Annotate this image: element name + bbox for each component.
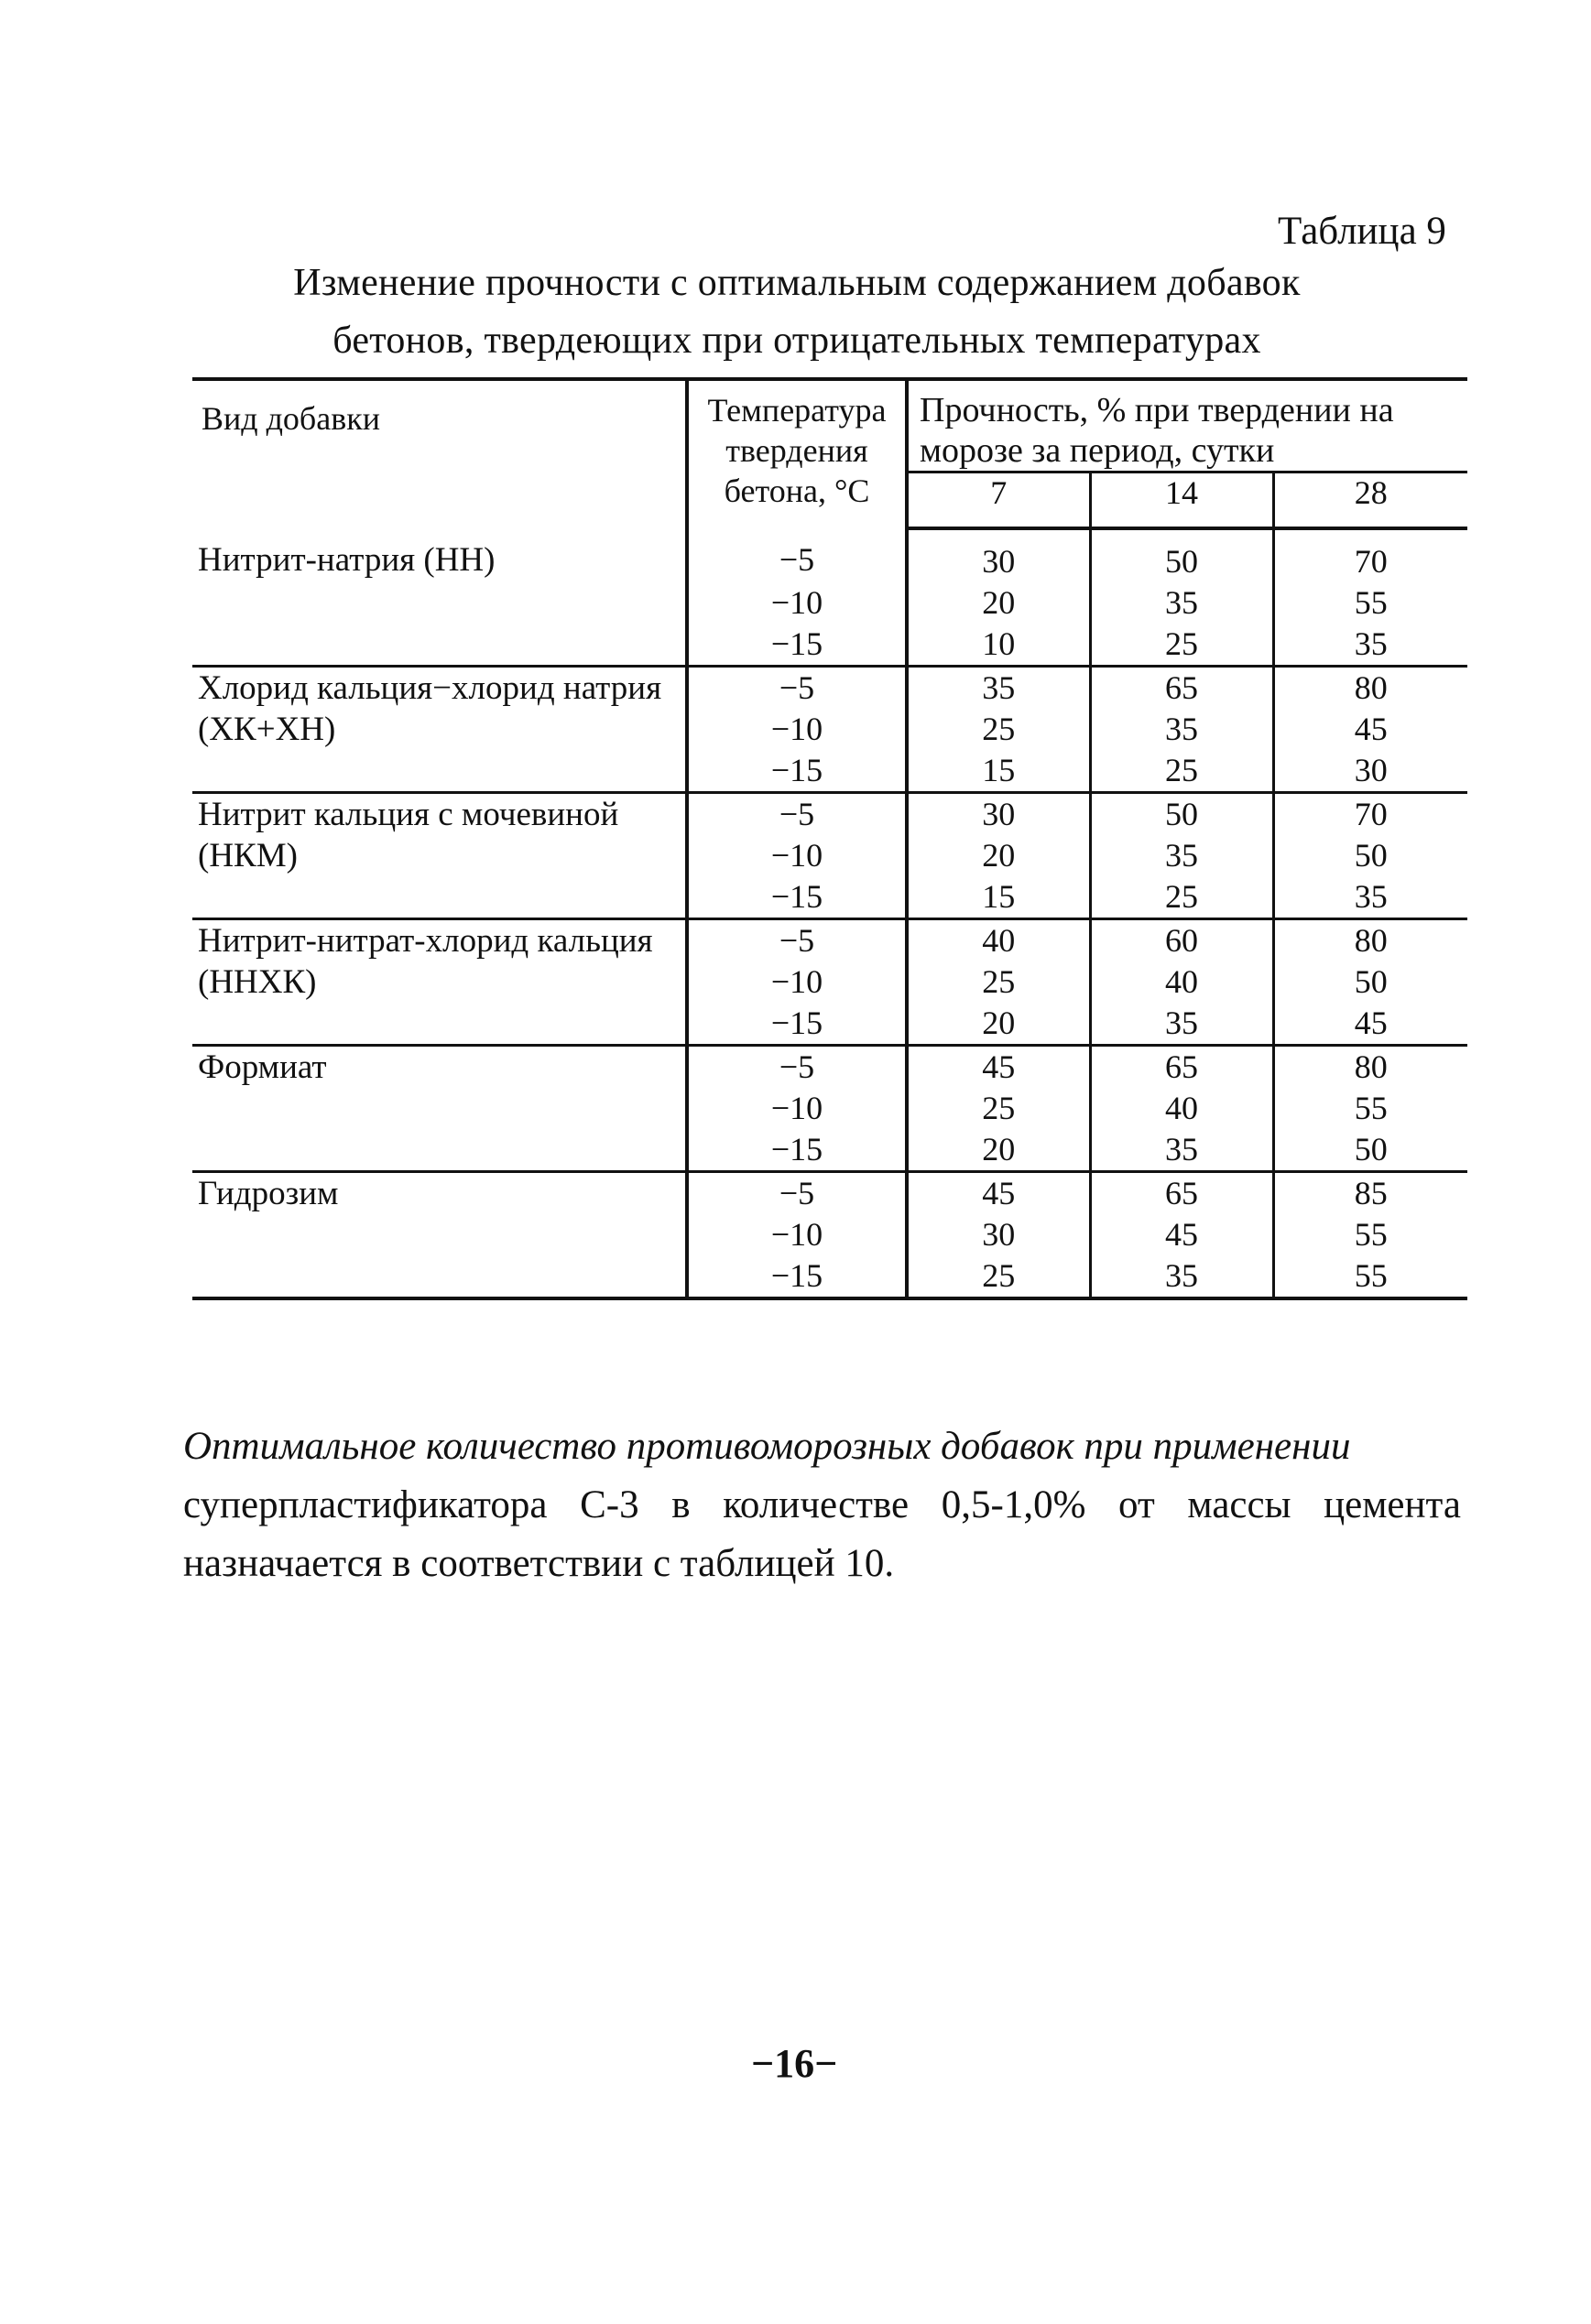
additive-name: Хлорид кальция−хлорид натрия xyxy=(192,667,687,710)
value-cell: 25 xyxy=(982,711,1016,747)
temperature-cell: −10 xyxy=(687,1214,907,1255)
temperature-cell: −15 xyxy=(687,1129,907,1172)
temperature-cell: −15 xyxy=(687,1255,907,1298)
value-cell: 35 xyxy=(1090,835,1273,876)
additive-name: Нитрит-нитрат-хлорид кальция xyxy=(192,919,687,962)
value-cell: 60 xyxy=(1090,919,1273,962)
paragraph-line-2 xyxy=(183,1476,1461,1535)
value-cell: 55 xyxy=(1354,1090,1388,1126)
paragraph-line-3: назначается в соответствии с таблицей 10. xyxy=(183,1542,895,1585)
page-number: −16− xyxy=(751,2041,838,2086)
table-row xyxy=(192,876,1467,919)
table-title-line-1: Изменение прочности с оптимальным содержанием добавок xyxy=(293,262,1301,304)
value-cell: 25 xyxy=(1090,750,1273,793)
table-row xyxy=(192,528,1467,582)
table-number: Таблица 9 xyxy=(1278,210,1446,253)
empty-cell xyxy=(192,750,687,793)
paragraph-text: Оптимальное количество противоморозных добавок при применении xyxy=(183,1425,1351,1468)
value-cell: 55 xyxy=(1354,1216,1388,1253)
value-cell: 50 xyxy=(1354,1131,1388,1167)
table-row xyxy=(192,1046,1467,1089)
value-cell: 50 xyxy=(1090,528,1273,582)
temperature-cell: −5 xyxy=(687,1172,907,1215)
additive-name: Нитрит кальция с мочевиной xyxy=(192,793,687,836)
empty-cell xyxy=(192,1129,687,1172)
temperature-cell: −5 xyxy=(687,667,907,710)
paragraph-word: суперпластификатора xyxy=(183,1483,548,1526)
value-cell: 35 xyxy=(907,667,1090,710)
temperature-cell: −5 xyxy=(687,528,907,582)
empty-cell xyxy=(192,1255,687,1298)
value-cell: 65 xyxy=(1090,1046,1273,1089)
value-cell: 80 xyxy=(1273,667,1467,710)
empty-cell xyxy=(192,876,687,919)
value-cell: 10 xyxy=(982,625,1016,662)
additive-name: Формиат xyxy=(192,1046,687,1089)
value-cell: 30 xyxy=(982,1216,1016,1253)
value-cell: 35 xyxy=(1090,709,1273,750)
table-row xyxy=(192,1003,1467,1046)
header-additive-type: Вид добавки xyxy=(192,379,687,528)
value-cell: 55 xyxy=(1354,584,1388,621)
table-row xyxy=(192,793,1467,836)
value-cell: 35 xyxy=(1354,878,1388,915)
additive-group-nkm xyxy=(192,793,1467,919)
paragraph-word: цемента xyxy=(1324,1483,1461,1526)
value-cell: 45 xyxy=(1354,711,1388,747)
value-cell: 20 xyxy=(982,1005,1016,1041)
additive-name-cont xyxy=(192,1214,687,1255)
strength-table xyxy=(192,377,1467,1300)
value-cell: 35 xyxy=(1354,625,1388,662)
paragraph-line-1 xyxy=(183,1417,1461,1476)
table-row xyxy=(192,1255,1467,1298)
paragraph-word: С-3 xyxy=(580,1483,639,1526)
header-day-28: 28 xyxy=(1273,472,1467,529)
table-row xyxy=(192,1214,1467,1255)
temperature-cell: −10 xyxy=(687,1088,907,1129)
value-cell: 25 xyxy=(907,1255,1090,1298)
value-cell: 45 xyxy=(907,1172,1090,1215)
additive-group-gidrozim xyxy=(192,1172,1467,1299)
empty-cell xyxy=(192,1003,687,1046)
header-strength: Прочность, % при твердении на морозе за период, сутки xyxy=(907,379,1467,472)
value-cell: 65 xyxy=(1090,1172,1273,1215)
additive-name-cont: (НКМ) xyxy=(198,837,298,874)
additive-name: Гидрозим xyxy=(192,1172,687,1215)
temperature-cell: −10 xyxy=(687,709,907,750)
value-cell: 20 xyxy=(982,584,1016,621)
header-temperature: Температура твердения бетона, °С xyxy=(687,379,907,528)
temperature-cell: −15 xyxy=(687,876,907,919)
value-cell: 50 xyxy=(1090,793,1273,836)
value-cell: 55 xyxy=(1273,1255,1467,1298)
additive-group-xk-xn xyxy=(192,667,1467,793)
temperature-cell: −10 xyxy=(687,835,907,876)
value-cell: 45 xyxy=(1090,1214,1273,1255)
temperature-cell: −15 xyxy=(687,1003,907,1046)
header-day-7: 7 xyxy=(907,472,1090,529)
value-cell: 35 xyxy=(1090,1003,1273,1046)
temperature-cell: −10 xyxy=(687,582,907,624)
value-cell: 35 xyxy=(1090,1255,1273,1298)
value-cell: 25 xyxy=(1090,624,1273,667)
value-cell: 50 xyxy=(1354,963,1388,1000)
value-cell: 85 xyxy=(1273,1172,1467,1215)
temperature-cell: −15 xyxy=(687,750,907,793)
value-cell: 25 xyxy=(1090,876,1273,919)
value-cell: 25 xyxy=(982,1090,1016,1126)
table-row xyxy=(192,750,1467,793)
value-cell: 70 xyxy=(1273,793,1467,836)
temperature-cell: −5 xyxy=(687,919,907,962)
table-row xyxy=(192,961,1467,1003)
value-cell: 35 xyxy=(1090,1129,1273,1172)
paragraph-word: массы xyxy=(1187,1483,1291,1526)
paragraph-word: в xyxy=(671,1483,691,1526)
additive-name-cont: (ННХК) xyxy=(198,963,317,1001)
value-cell: 40 xyxy=(1090,1088,1273,1129)
table-row xyxy=(192,1088,1467,1129)
additive-group-nnxk xyxy=(192,919,1467,1046)
table-row xyxy=(192,835,1467,876)
paragraph-word: количестве xyxy=(723,1483,910,1526)
temperature-cell: −10 xyxy=(687,961,907,1003)
table-row xyxy=(192,1129,1467,1172)
value-cell: 15 xyxy=(982,752,1016,788)
additive-group-nn xyxy=(192,528,1467,667)
value-cell: 40 xyxy=(1090,961,1273,1003)
value-cell: 65 xyxy=(1090,667,1273,710)
value-cell: 80 xyxy=(1273,919,1467,962)
temperature-cell: −5 xyxy=(687,1046,907,1089)
table-title-line-2: бетонов, твердеющих при отрицательных температурах xyxy=(332,320,1261,362)
temperature-cell: −5 xyxy=(687,793,907,836)
temperature-cell: −15 xyxy=(687,624,907,667)
value-cell: 15 xyxy=(982,878,1016,915)
table-row xyxy=(192,1172,1467,1215)
value-cell: 30 xyxy=(1354,752,1388,788)
additive-group-formiat xyxy=(192,1046,1467,1172)
value-cell: 80 xyxy=(1273,1046,1467,1089)
additive-name-cont: (ХК+ХН) xyxy=(198,711,336,748)
value-cell: 25 xyxy=(982,963,1016,1000)
table-row xyxy=(192,709,1467,750)
additive-name-cont xyxy=(192,582,687,624)
value-cell: 35 xyxy=(1090,582,1273,624)
paragraph-word: от xyxy=(1118,1483,1155,1526)
table-row xyxy=(192,582,1467,624)
table-row xyxy=(192,919,1467,962)
value-cell: 45 xyxy=(907,1046,1090,1089)
value-cell: 30 xyxy=(982,543,1016,580)
empty-cell xyxy=(192,624,687,667)
value-cell: 20 xyxy=(982,1131,1016,1167)
additive-name: Нитрит-натрия (НН) xyxy=(198,541,496,579)
value-cell: 40 xyxy=(907,919,1090,962)
header-day-14: 14 xyxy=(1090,472,1273,529)
table-row xyxy=(192,667,1467,710)
paragraph-word: 0,5-1,0% xyxy=(941,1483,1086,1526)
value-cell: 30 xyxy=(907,793,1090,836)
value-cell: 70 xyxy=(1354,543,1388,580)
table-row xyxy=(192,624,1467,667)
value-cell: 20 xyxy=(982,837,1016,874)
value-cell: 45 xyxy=(1354,1005,1388,1041)
additive-name-cont xyxy=(192,1088,687,1129)
value-cell: 50 xyxy=(1354,837,1388,874)
